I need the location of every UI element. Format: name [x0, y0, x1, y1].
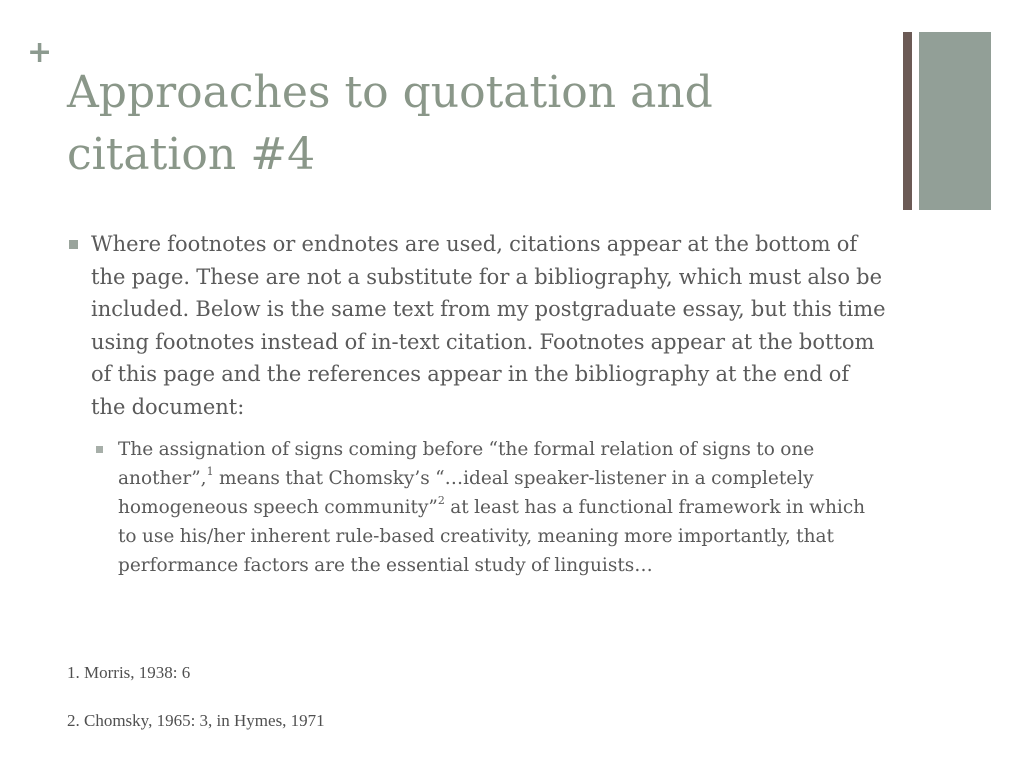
footnote-2: 2. Chomsky, 1965: 3, in Hymes, 1971	[67, 711, 325, 730]
footnote-ref-2: 2	[437, 494, 445, 508]
slide-title: Approaches to quotation and citation #4	[67, 67, 713, 180]
accent-bar-light	[919, 32, 991, 210]
quote-text-part2: means that Chomsky’s “…ideal speaker-listener in a completely homogeneous speech community”	[118, 467, 814, 518]
main-bullet	[67, 228, 887, 424]
footnote-1: 1. Morris, 1938: 6	[67, 663, 191, 682]
quote-text-part3: at least has a functional framework in which to use his/her inherent rule-based creativity, meaning more importantly, that performance factors are the essential study of linguists…	[118, 496, 866, 576]
accent-bar-dark	[903, 32, 912, 210]
quote-text-part1: The assignation of signs coming before “the formal relation of signs to one another”,	[118, 438, 815, 489]
square-bullet-icon	[96, 446, 103, 453]
main-bullet-text: Where footnotes or endnotes are used, citations appear at the bottom of the page. These are not a substitute for a bibliography, which must also be included. Below is the same text from my postgraduate essay, but this time using footnotes instead of in-text citation. Footnotes appear at the bottom of this page and the references appear in the bibliography at the end of the document:	[91, 232, 886, 419]
square-bullet-icon	[69, 240, 78, 249]
sub-bullet	[91, 435, 887, 580]
footnote-ref-1: 1	[206, 465, 214, 479]
plus-icon: +	[27, 35, 53, 70]
content-area	[67, 228, 887, 580]
